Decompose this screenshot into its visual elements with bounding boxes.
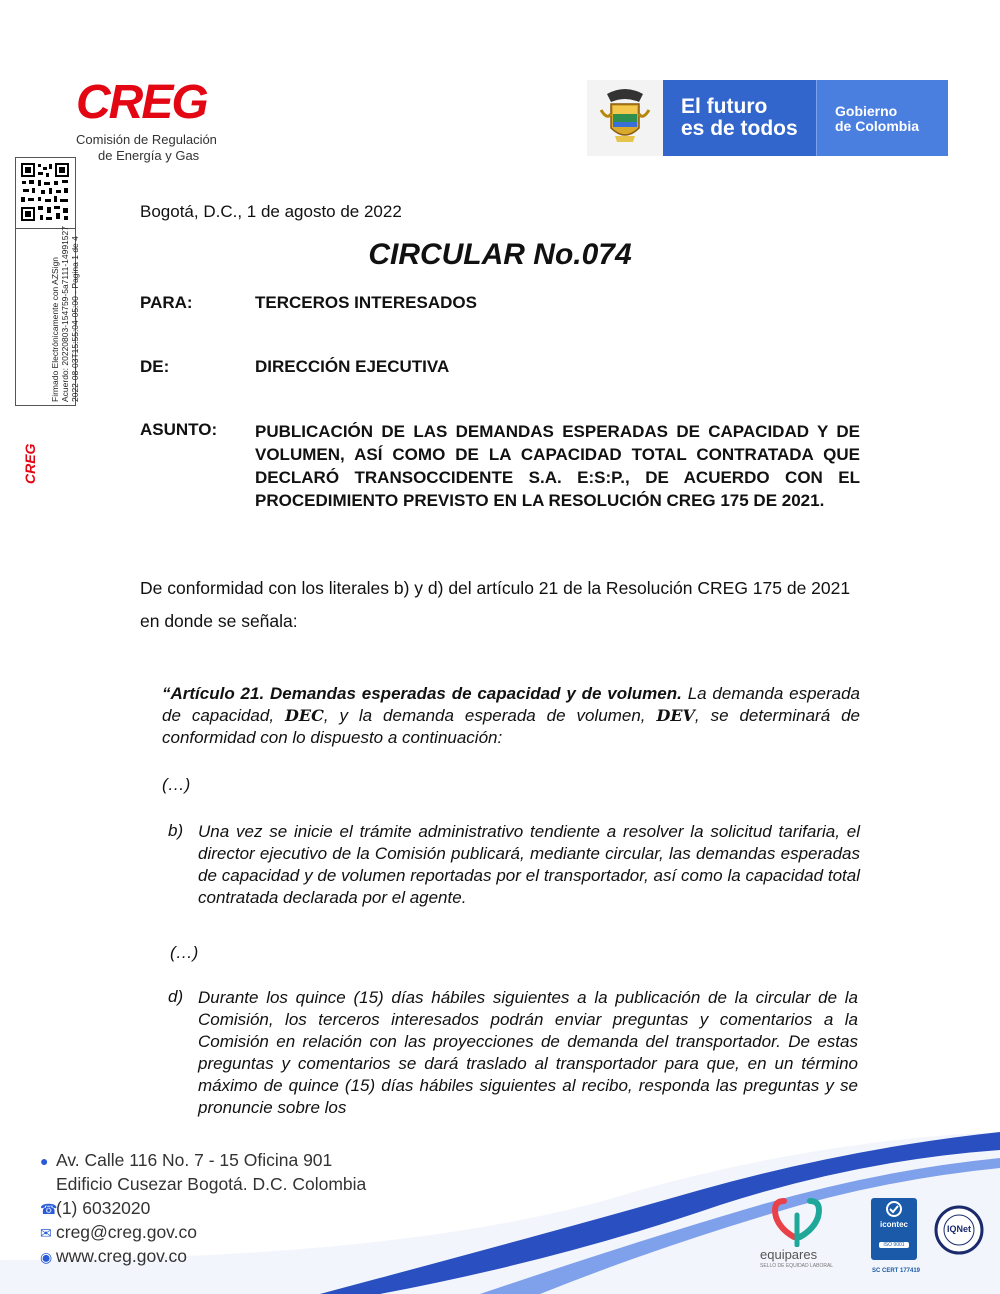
gov-slogan (663, 80, 816, 156)
mail-icon: ✉ (40, 1225, 52, 1241)
creg-logo (66, 78, 226, 168)
gobierno-banner (587, 80, 948, 156)
asunto-label: ASUNTO: (140, 420, 218, 439)
quote-text3: , se determinará de conformidad con lo dispuesto a continuación: (162, 706, 861, 747)
footer-address-line2: Edificio Cusezar Bogotá. D.C. Colombia (56, 1174, 367, 1194)
icontec-cert-number: SC CERT 177419 (872, 1268, 921, 1274)
quote-article-21 (162, 683, 860, 749)
iqnet-label: IQNet (946, 1224, 971, 1234)
symbol-dec: DEC (285, 706, 324, 725)
para-value: TERCEROS INTERESADOS (255, 293, 477, 312)
phone-icon: ☎ (40, 1201, 58, 1217)
item-b-text: Una vez se inicie el trámite administrativo tendiente a resolver la solicitud tarifaria, el director ejecutivo de la Comisión publicará, mediante circular, las demandas esperadas de capacidad y de volumen reportadas por el transportador, así como la capacidad total contratada declarada por el agente. (198, 822, 860, 907)
icontec-seal (871, 1198, 917, 1260)
asunto-value: PUBLICACIÓN DE LAS DEMANDAS ESPERADAS DE CAPACIDAD Y DE VOLUMEN, ASÍ COMO DE LA CAPACIDAD TOTAL CONTRATADA QUE DECLARÓ TRANSOCCIDENTE S.A. E:S:P., DE ACUERDO CON EL PROCEDIMIENTO PREVISTO EN LA RESOLUCIÓN CREG 175 DE 2021. (255, 422, 860, 510)
de-label: DE: (140, 357, 170, 376)
document-date: Bogotá, D.C., 1 de agosto de 2022 (140, 202, 402, 221)
gobierno-label (816, 80, 948, 156)
email-text[interactable]: creg@creg.gov.co (56, 1222, 197, 1242)
equipares-label: equipares (760, 1247, 818, 1262)
phone-text: (1) 6032020 (56, 1198, 151, 1218)
item-b-marker: b) (168, 821, 184, 840)
intro-paragraph: De conformidad con los literales b) y d) del artículo 21 de la Resolución CREG 175 de 2021 en donde se señala: (140, 578, 851, 631)
electronic-signature-strip (15, 157, 80, 484)
signature-line2: Acuerdo: 20220803-154759-5a7111-14991527 (60, 226, 70, 402)
quote-text1: La demanda esperada de capacidad, (162, 684, 861, 725)
creg-logo-line1: Comisión de Regulación (76, 132, 217, 147)
address1-text: Av. Calle 116 No. 7 - 15 Oficina 901 (56, 1150, 333, 1170)
qr-code-icon (20, 162, 70, 222)
globe-icon: ◉ (40, 1249, 53, 1265)
creg-logo-line2: de Energía y Gas (98, 148, 200, 163)
gob-line1: Gobierno (835, 103, 898, 119)
circular-title: CIRCULAR No.074 (368, 238, 632, 271)
icontec-label: icontec (879, 1220, 908, 1229)
signature-line3: 2022-08-03T15:55:04-05:00 - Pagina 1 de 4 (70, 236, 80, 402)
para-label: PARA: (140, 293, 193, 312)
symbol-dev: DEV (656, 706, 695, 725)
location-pin-icon: ● (40, 1153, 49, 1169)
ellipsis-2: (…) (170, 943, 199, 962)
icontec-icon (871, 1198, 917, 1220)
creg-wordmark: CREG (76, 76, 207, 129)
item-d-text: Durante los quince (15) días hábiles siguientes a la publicación de la circular de la Comisión, los terceros interesados podrán enviar preguntas y comentarios a la Comisión en relación con las proyecciones de demanda del transportador. De estas preguntas y comentarios se dará traslado al transportador para que, en un término máximo de quince (15) días hábiles siguientes al recibo, responda las preguntas y se pronuncie sobre los (198, 988, 858, 1117)
footer-website[interactable] (40, 1246, 187, 1267)
mini-creg-logo: CREG (22, 443, 38, 484)
ellipsis-1: (…) (162, 775, 191, 794)
signature-line1: Firmado Electrónicamente con AZSign (50, 256, 60, 402)
quote-text2: , y la demanda esperada de volumen, (323, 706, 657, 725)
icontec-iso: ISO 9001 (879, 1242, 909, 1248)
footer-phone (40, 1198, 150, 1219)
coat-of-arms-icon (587, 80, 663, 156)
footer-email[interactable] (40, 1222, 197, 1243)
quote-heading: “Artículo 21. Demandas esperadas de capacidad y de volumen. (162, 684, 682, 703)
equipares-icon (758, 1195, 840, 1247)
slogan-line1: El futuro (681, 95, 768, 118)
website-text[interactable]: www.creg.gov.co (56, 1246, 187, 1266)
gob-line2: de Colombia (835, 118, 920, 134)
equipares-sub: SELLO DE EQUIDAD LABORAL (760, 1263, 834, 1269)
de-value: DIRECCIÓN EJECUTIVA (255, 357, 450, 376)
equipares-seal (758, 1195, 840, 1275)
footer-address-line1 (40, 1150, 332, 1171)
item-d-marker: d) (168, 987, 184, 1006)
iqnet-seal (934, 1205, 984, 1255)
slogan-line2: es de todos (681, 117, 798, 140)
